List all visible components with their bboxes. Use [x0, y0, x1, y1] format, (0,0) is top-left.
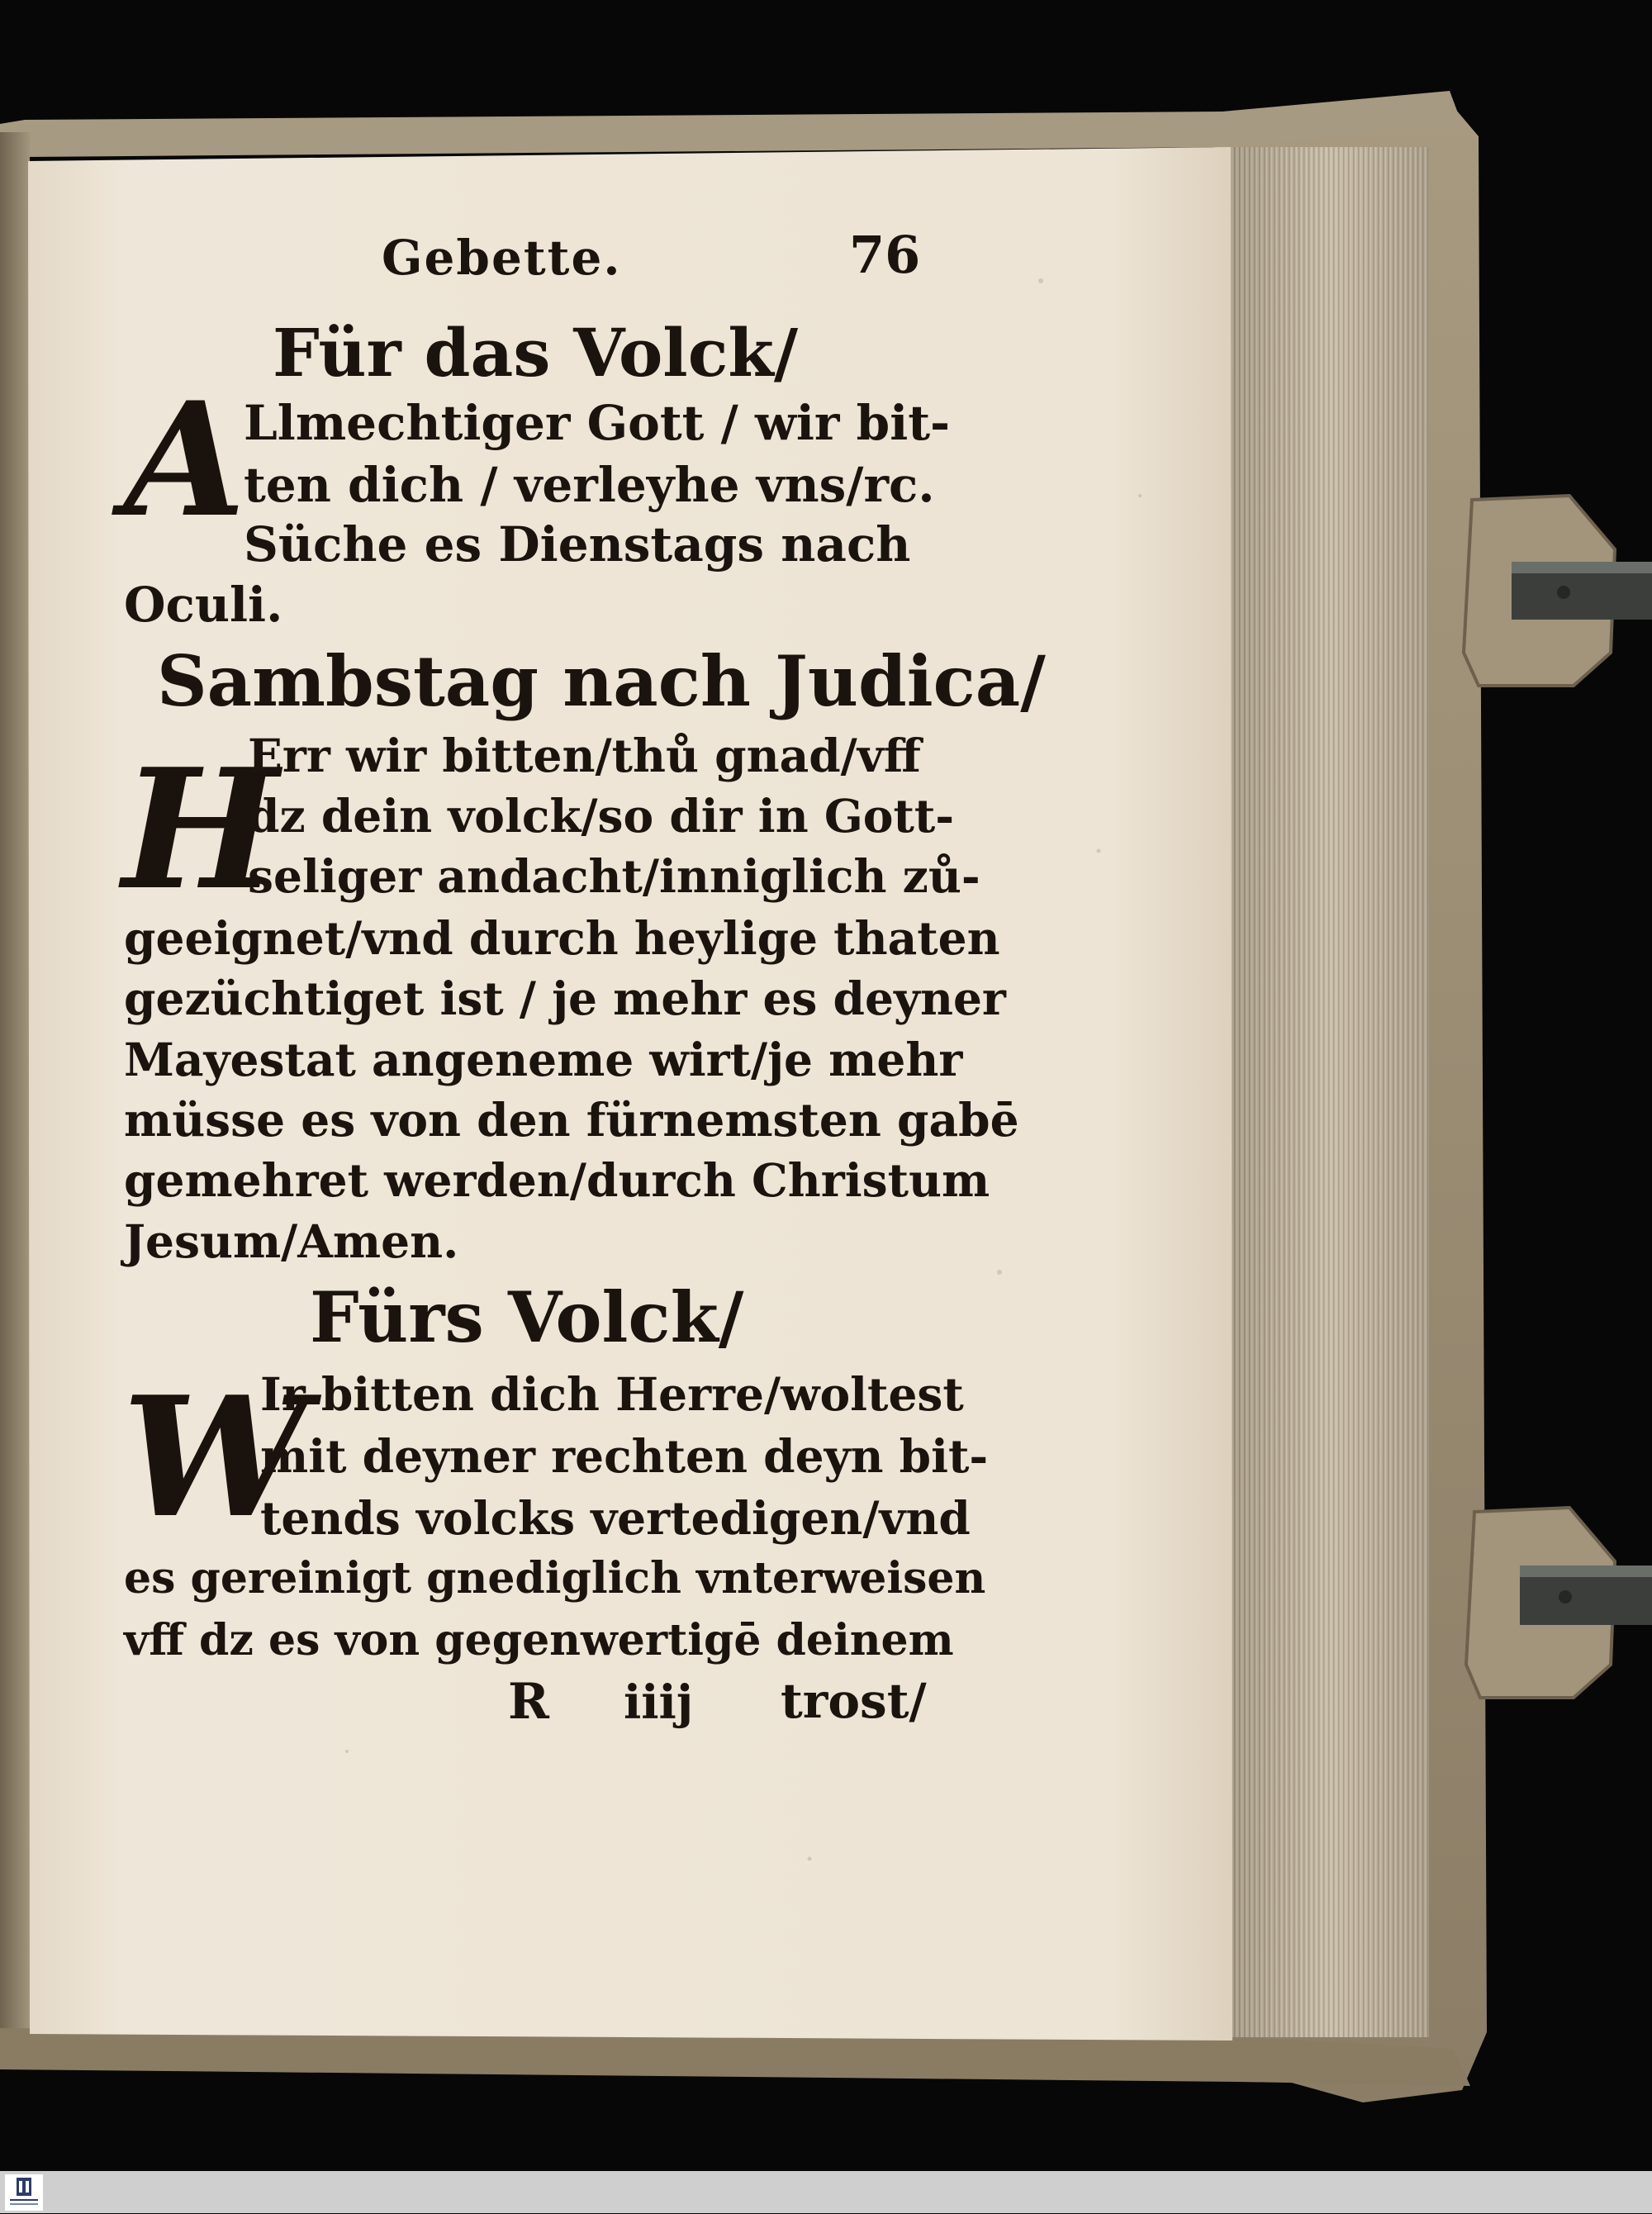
- text-line: es gereinigt gnediglich vnterweisen: [124, 1553, 986, 1603]
- text-line: gemehret werden/durch Christum: [124, 1153, 990, 1207]
- text-line: dz dein volck/so dir in Gott-: [248, 789, 955, 843]
- signature-mark: R: [508, 1673, 549, 1731]
- section-heading: Sambstag nach Judica/: [157, 640, 1046, 722]
- text-line: Llmechtiger Gott / wir bit-: [244, 395, 951, 451]
- viewer-footer-bar: [0, 2171, 1652, 2213]
- text-line: gezüchtiget ist / je mehr es deyner: [124, 972, 1006, 1025]
- library-logo-icon[interactable]: [5, 2174, 43, 2211]
- drop-cap: H: [122, 733, 278, 927]
- text-line: Ir bitten dich Herre/woltest: [260, 1367, 964, 1421]
- catchword: trost/: [781, 1673, 927, 1729]
- section-heading: Fürs Volck/: [310, 1276, 744, 1358]
- text-line: müsse es von den fürnemsten gabē: [124, 1093, 1019, 1147]
- signature-number: iiij: [624, 1675, 694, 1730]
- text-line: mit deyner rechten deyn bit-: [260, 1429, 989, 1483]
- left-cover: [0, 132, 30, 2032]
- text-line: seliger andacht/inniglich zů-: [248, 849, 980, 903]
- text-line: Err wir bitten/thů gnad/vff: [248, 729, 921, 782]
- text-line: geeignet/vnd durch heylige thaten: [124, 911, 1000, 965]
- drop-cap: A: [124, 368, 246, 552]
- drop-cap: W: [122, 1361, 308, 1555]
- text-line: Mayestat angeneme wirt/je mehr: [124, 1033, 963, 1086]
- text-line: vff dz es von gegenwertigē deinem: [124, 1615, 954, 1665]
- clasp-icon: [1466, 1508, 1652, 1698]
- text-line: Jesum/Amen.: [124, 1214, 459, 1268]
- clasp-icon: [1464, 496, 1652, 686]
- page-number: 76: [849, 225, 921, 285]
- section-heading: Für das Volck/: [273, 314, 799, 392]
- running-head: Gebette.: [382, 230, 622, 286]
- text-line: Süche es Dienstags nach: [244, 516, 911, 573]
- text-line: ten dich / verleyhe vns/rc.: [244, 457, 935, 513]
- text-line: tends volcks vertedigen/vnd: [260, 1491, 971, 1545]
- text-line: Oculi.: [124, 577, 283, 633]
